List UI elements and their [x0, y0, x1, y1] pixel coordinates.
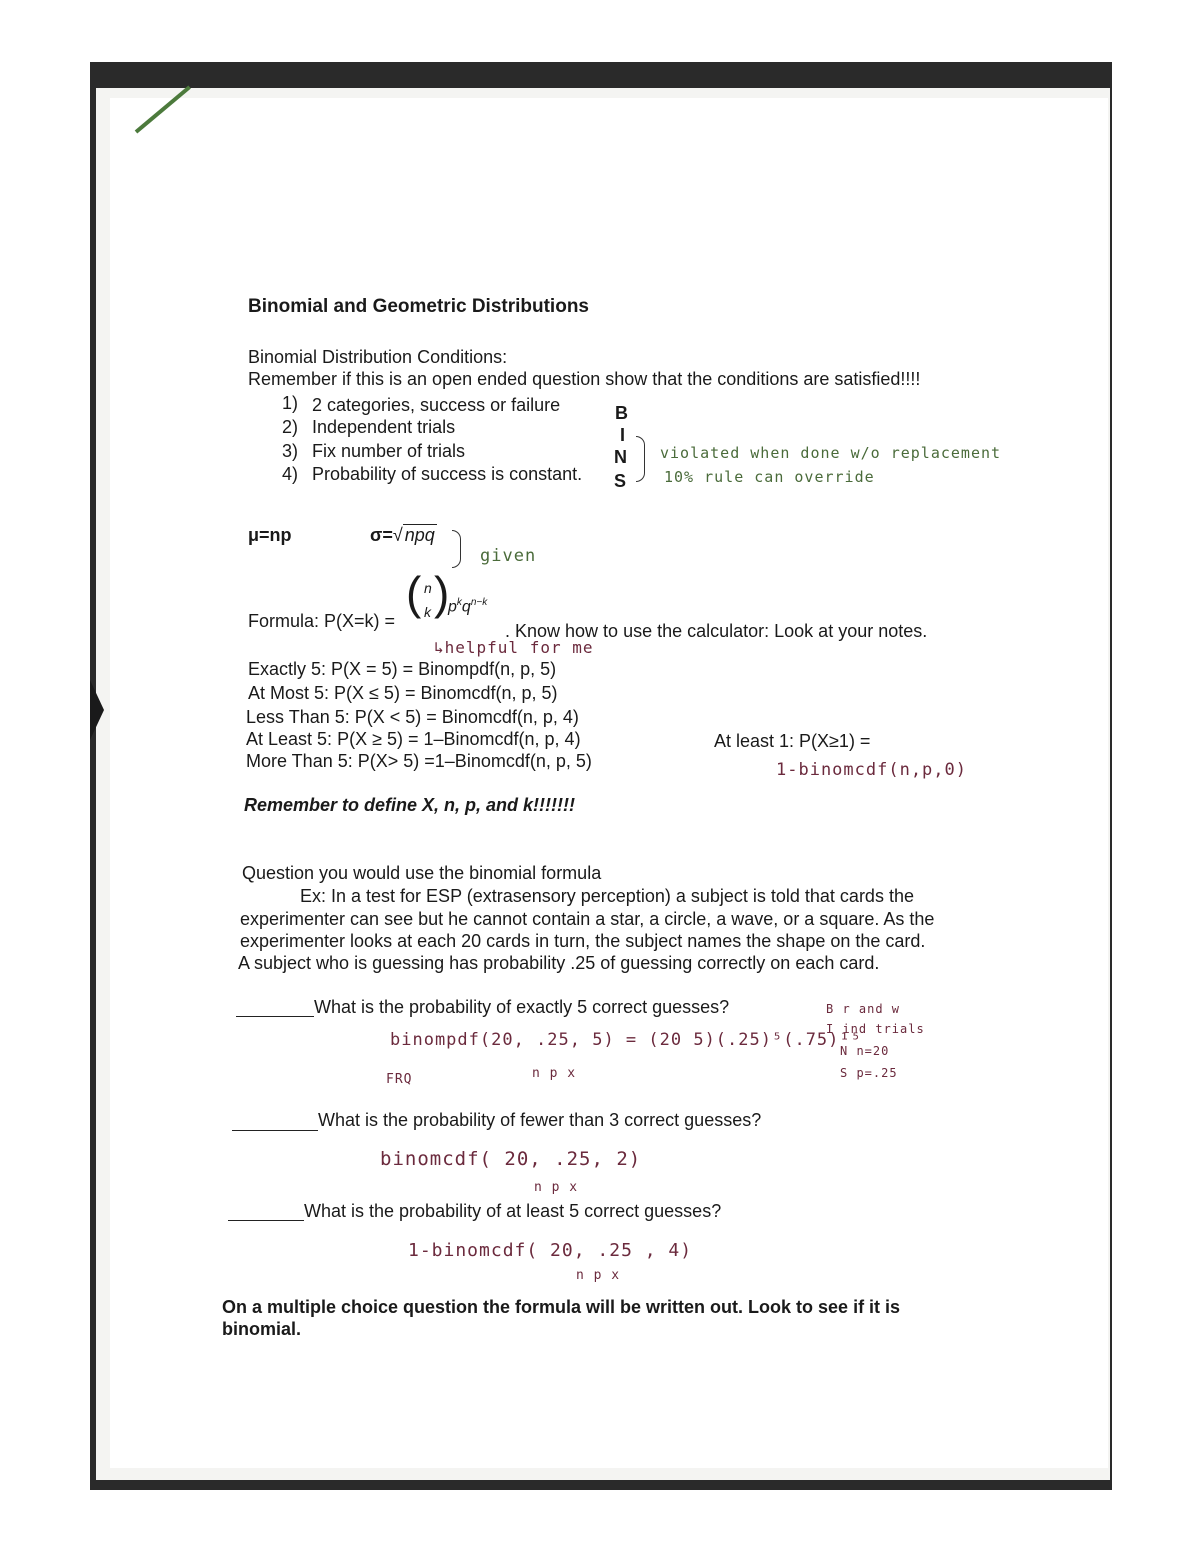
- page-title: Binomial and Geometric Distributions: [248, 296, 589, 317]
- multiple-choice-note: binomial.: [222, 1319, 302, 1339]
- given-brace: [452, 530, 461, 568]
- calc-row: [248, 658, 556, 680]
- condition-letter: N: [614, 447, 627, 467]
- multiple-choice-note: On a multiple choice question the formula will be written out. Look to see if it is: [222, 1297, 901, 1317]
- handwritten-helpful: ↳helpful for me: [434, 638, 594, 657]
- answer-blank[interactable]: [232, 1130, 318, 1131]
- handwritten-work: 1-binomcdf( 20, .25 , 4): [408, 1240, 693, 1261]
- side-note: N n=20: [840, 1044, 890, 1058]
- handwritten-note: 10% rule can override: [664, 468, 875, 486]
- calc-row: [248, 682, 558, 704]
- binom-n: n: [424, 580, 432, 596]
- calc-row: [246, 728, 581, 750]
- condition-brace: [636, 436, 645, 482]
- handwritten-given: given: [480, 546, 537, 566]
- calc-expr: P(X = 5) = Binompdf(n, p, 5): [331, 659, 557, 679]
- calc-expr: P(X ≤ 5) = Binomcdf(n, p, 5): [334, 683, 558, 703]
- condition-letter: B: [615, 403, 628, 423]
- condition-letter: I: [620, 425, 626, 445]
- binom-close-paren: ): [434, 567, 450, 619]
- handwritten-work: binomcdf( 20, .25, 2): [380, 1148, 642, 1170]
- calc-row: [246, 750, 592, 772]
- calc-label: Exactly 5:: [248, 659, 327, 679]
- answer-blank[interactable]: [228, 1220, 304, 1221]
- calc-expr: P(X < 5) = Binomcdf(n, p, 4): [354, 707, 579, 727]
- handwritten-note: violated when done w/o replacement: [660, 444, 1002, 462]
- example-line: experimenter looks at each 20 cards in turn, the subject names the shape on the card.: [240, 931, 926, 951]
- question-text: What is the probability of fewer than 3 correct guesses?: [318, 1110, 762, 1130]
- calc-label: At Most 5:: [248, 683, 330, 703]
- calc-expr: P(X ≥ 5) = 1–Binomcdf(n, p, 4): [337, 729, 581, 749]
- mean-formula: μ=np: [248, 525, 292, 545]
- binom-k: k: [424, 604, 431, 620]
- handwritten-labels: n p x: [532, 1066, 577, 1081]
- q-term: q: [461, 598, 471, 616]
- conditions-reminder: Remember if this is an open ended question show that the conditions are satisfied!!!!: [248, 369, 921, 389]
- example-intro: Question you would use the binomial formula: [242, 863, 602, 883]
- handwritten-work: binompdf(20, .25, 5) = (20 5)(.25)⁵(.75)¹⁵: [390, 1030, 862, 1050]
- handwritten-labels: n p x: [534, 1180, 579, 1195]
- sd-prefix: σ=: [370, 525, 393, 545]
- handwritten-at-least-one: 1-binomcdf(n,p,0): [776, 760, 967, 780]
- example-line: A subject who is guessing has probability .25 of guessing correctly on each card.: [238, 953, 880, 973]
- q-exponent: n−k: [470, 597, 488, 608]
- calc-label: More Than 5:: [246, 751, 353, 771]
- condition-text: Probability of success is constant.: [312, 464, 583, 484]
- formula-label: Formula: P(X=k) =: [248, 611, 396, 631]
- condition-num: 2): [282, 417, 299, 437]
- at-least-one-label: At least 1: P(X≥1) =: [714, 731, 871, 751]
- side-note: B r and w: [826, 1002, 901, 1016]
- side-note: I ind trials: [826, 1022, 925, 1036]
- example-line: Ex: In a test for ESP (extrasensory perception) a subject is told that cards the: [300, 886, 914, 906]
- p-term: p: [448, 598, 457, 616]
- answer-blank[interactable]: [236, 1016, 314, 1017]
- calc-expr: P(X> 5) =1–Binomcdf(n, p, 5): [357, 751, 592, 771]
- calc-label: At Least 5:: [246, 729, 333, 749]
- condition-num: 4): [282, 464, 299, 484]
- calc-label: Less Than 5:: [246, 707, 350, 727]
- power-term: [448, 592, 487, 618]
- calc-row: [246, 706, 579, 728]
- condition-num: 1): [282, 393, 299, 413]
- question-text: What is the probability of at least 5 correct guesses?: [304, 1201, 722, 1221]
- condition-num: 3): [282, 441, 299, 461]
- condition-letter: S: [614, 471, 627, 491]
- example-line: experimenter can see but he cannot contain a star, a circle, a wave, or a square. As the: [240, 909, 935, 929]
- handwritten-labels: n p x: [576, 1268, 621, 1283]
- condition-text: Fix number of trials: [312, 441, 466, 461]
- handwritten-frq: FRQ: [386, 1072, 413, 1087]
- calculator-note: . Know how to use the calculator: Look at your notes.: [505, 621, 928, 641]
- p-exponent: k: [456, 597, 462, 608]
- sd-formula: σ=√ npq: [370, 525, 435, 545]
- question-text: What is the probability of exactly 5 correct guesses?: [314, 997, 730, 1017]
- conditions-heading: Binomial Distribution Conditions:: [248, 347, 508, 367]
- define-reminder: Remember to define X, n, p, and k!!!!!!!: [244, 795, 576, 815]
- condition-text: Independent trials: [312, 417, 456, 437]
- sd-radicand: npq: [404, 525, 435, 545]
- binom-open-paren: (: [406, 567, 422, 619]
- side-note: S p=.25: [840, 1066, 898, 1080]
- condition-text: 2 categories, success or failure: [312, 395, 561, 415]
